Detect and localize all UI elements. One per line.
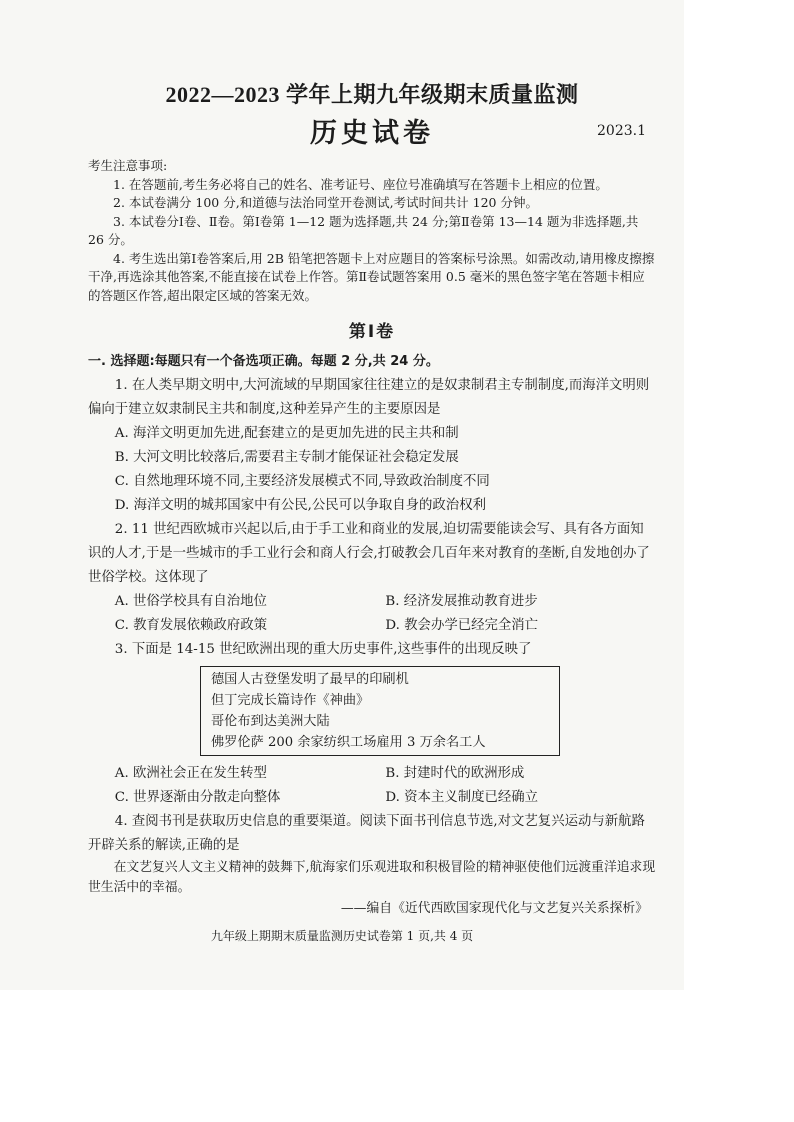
question-3-stem: 3. 下面是 14-15 世纪欧洲出现的重大历史事件,这些事件的出现反映了 [114,642,532,657]
question-2-stem: 2. 11 世纪西欧城市兴起以后,由于手工业和商业的发展,迫切需要能读会写、具有各方面知识的人才,于是一些城市的手工业行会和商人行会,打破教会几百年来对教育的垄断,自发地创办了世俗学校。这体现了 [88,522,650,585]
page-footer: 九年级上期期末质量监测历史试卷第 1 页,共 4 页 [210,929,474,943]
question-3-options-row-2 [88,786,656,810]
question-1-option-b: B. 大河文明比较落后,需要君主专制才能保证社会稳定发展 [114,450,459,465]
exam-title: 2022—2023 学年上期九年级期末质量监测 [165,82,579,107]
question-1-option-a: A. 海洋文明更加先进,配套建立的是更加先进的民主共和制 [114,426,459,441]
question-3-option-d: D. 资本主义制度已经确立 [385,790,539,805]
subtitle-row [88,111,656,151]
notice-item: 3. 本试卷分Ⅰ卷、Ⅱ卷。第Ⅰ卷第 1—12 题为选择题,共 24 分;第Ⅱ卷第 13—14 题为非选择题,共 26 分。 [88,213,639,247]
question-2-option-a: A. 世俗学校具有自治地位 [114,594,267,609]
question-1-stem: 1. 在人类早期文明中,大河流域的早期国家往往建立的是奴隶制君主专制制度,而海洋文明则偏向于建立奴隶制民主共和制度,这种差异产生的主要原因是 [88,378,650,417]
notice-heading: 考生注意事项: [88,158,168,173]
question-4-quote: 在文艺复兴人文主义精神的鼓舞下,航海家们乐观进取和积极冒险的精神驱使他们远渡重洋追求现世生活中的幸福。 [88,860,656,895]
question-3-options-row-1 [88,762,656,786]
question-4-source: ——编自《近代西欧国家现代化与文艺复兴关系探析》 [340,901,648,916]
question-2-option-b: B. 经济发展推动教育进步 [385,594,538,609]
section-title: 第Ⅰ卷 [348,322,396,342]
question-3-event-box [200,666,560,756]
question-1-option-d: D. 海洋文明的城邦国家中有公民,公民可以争取自身的政治权利 [114,498,486,513]
question-4-stem: 4. 查阅书刊是获取历史信息的重要渠道。阅读下面书刊信息节选,对文艺复兴运动与新航路开辟关系的解读,正确的是 [88,814,645,853]
notice-item: 4. 考生选出第Ⅰ卷答案后,用 2B 铅笔把答题卡上对应题目的答案标号涂黑。如需改动,请用橡皮擦擦干净,再选涂其他答案,不能直接在试卷上作答。第Ⅱ卷试题答案用 0.5 毫米的黑色签字笔在答题卡相应的答题区作答,超出限定区域的答案无效。 [88,250,655,303]
page-content [88,78,656,920]
notice-item: 2. 本试卷满分 100 分,和道德与法治同堂开卷测试,考试时间共计 120 分钟。 [113,195,538,210]
notice-item: 1. 在答题前,考生务必将自己的姓名、准考证号、座位号准确填写在答题卡上相应的位置。 [113,176,608,192]
question-2-option-d: D. 教会办学已经完全消亡 [385,618,539,633]
question-2-options-row-1 [88,590,656,614]
question-3-option-b: B. 封建时代的欧洲形成 [385,766,525,781]
event-line: 哥伦布到达美洲大陆 [211,714,330,729]
question-1-option-c: C. 自然地理环境不同,主要经济发展模式不同,导致政治制度不同 [114,474,490,489]
event-line: 德国人古登堡发明了最早的印刷机 [211,672,409,687]
exam-date: 2023.1 [597,123,646,139]
question-2-option-c: C. 教育发展依赖政府政策 [114,618,267,633]
question-3-option-a: A. 欧洲社会正在发生转型 [114,766,267,781]
question-2-options-row-2 [88,614,656,638]
event-line: 佛罗伦萨 200 余家纺织工场雇用 3 万余名工人 [211,735,486,750]
event-line: 但丁完成长篇诗作《神曲》 [211,693,370,708]
section-instruction: 一. 选择题:每题只有一个备选项正确。每题 2 分,共 24 分。 [88,354,439,369]
notice-block [88,157,656,305]
question-3-option-c: C. 世界逐渐由分散走向整体 [114,790,281,805]
questions-body [88,350,656,920]
exam-subtitle: 历史试卷 [310,118,434,149]
